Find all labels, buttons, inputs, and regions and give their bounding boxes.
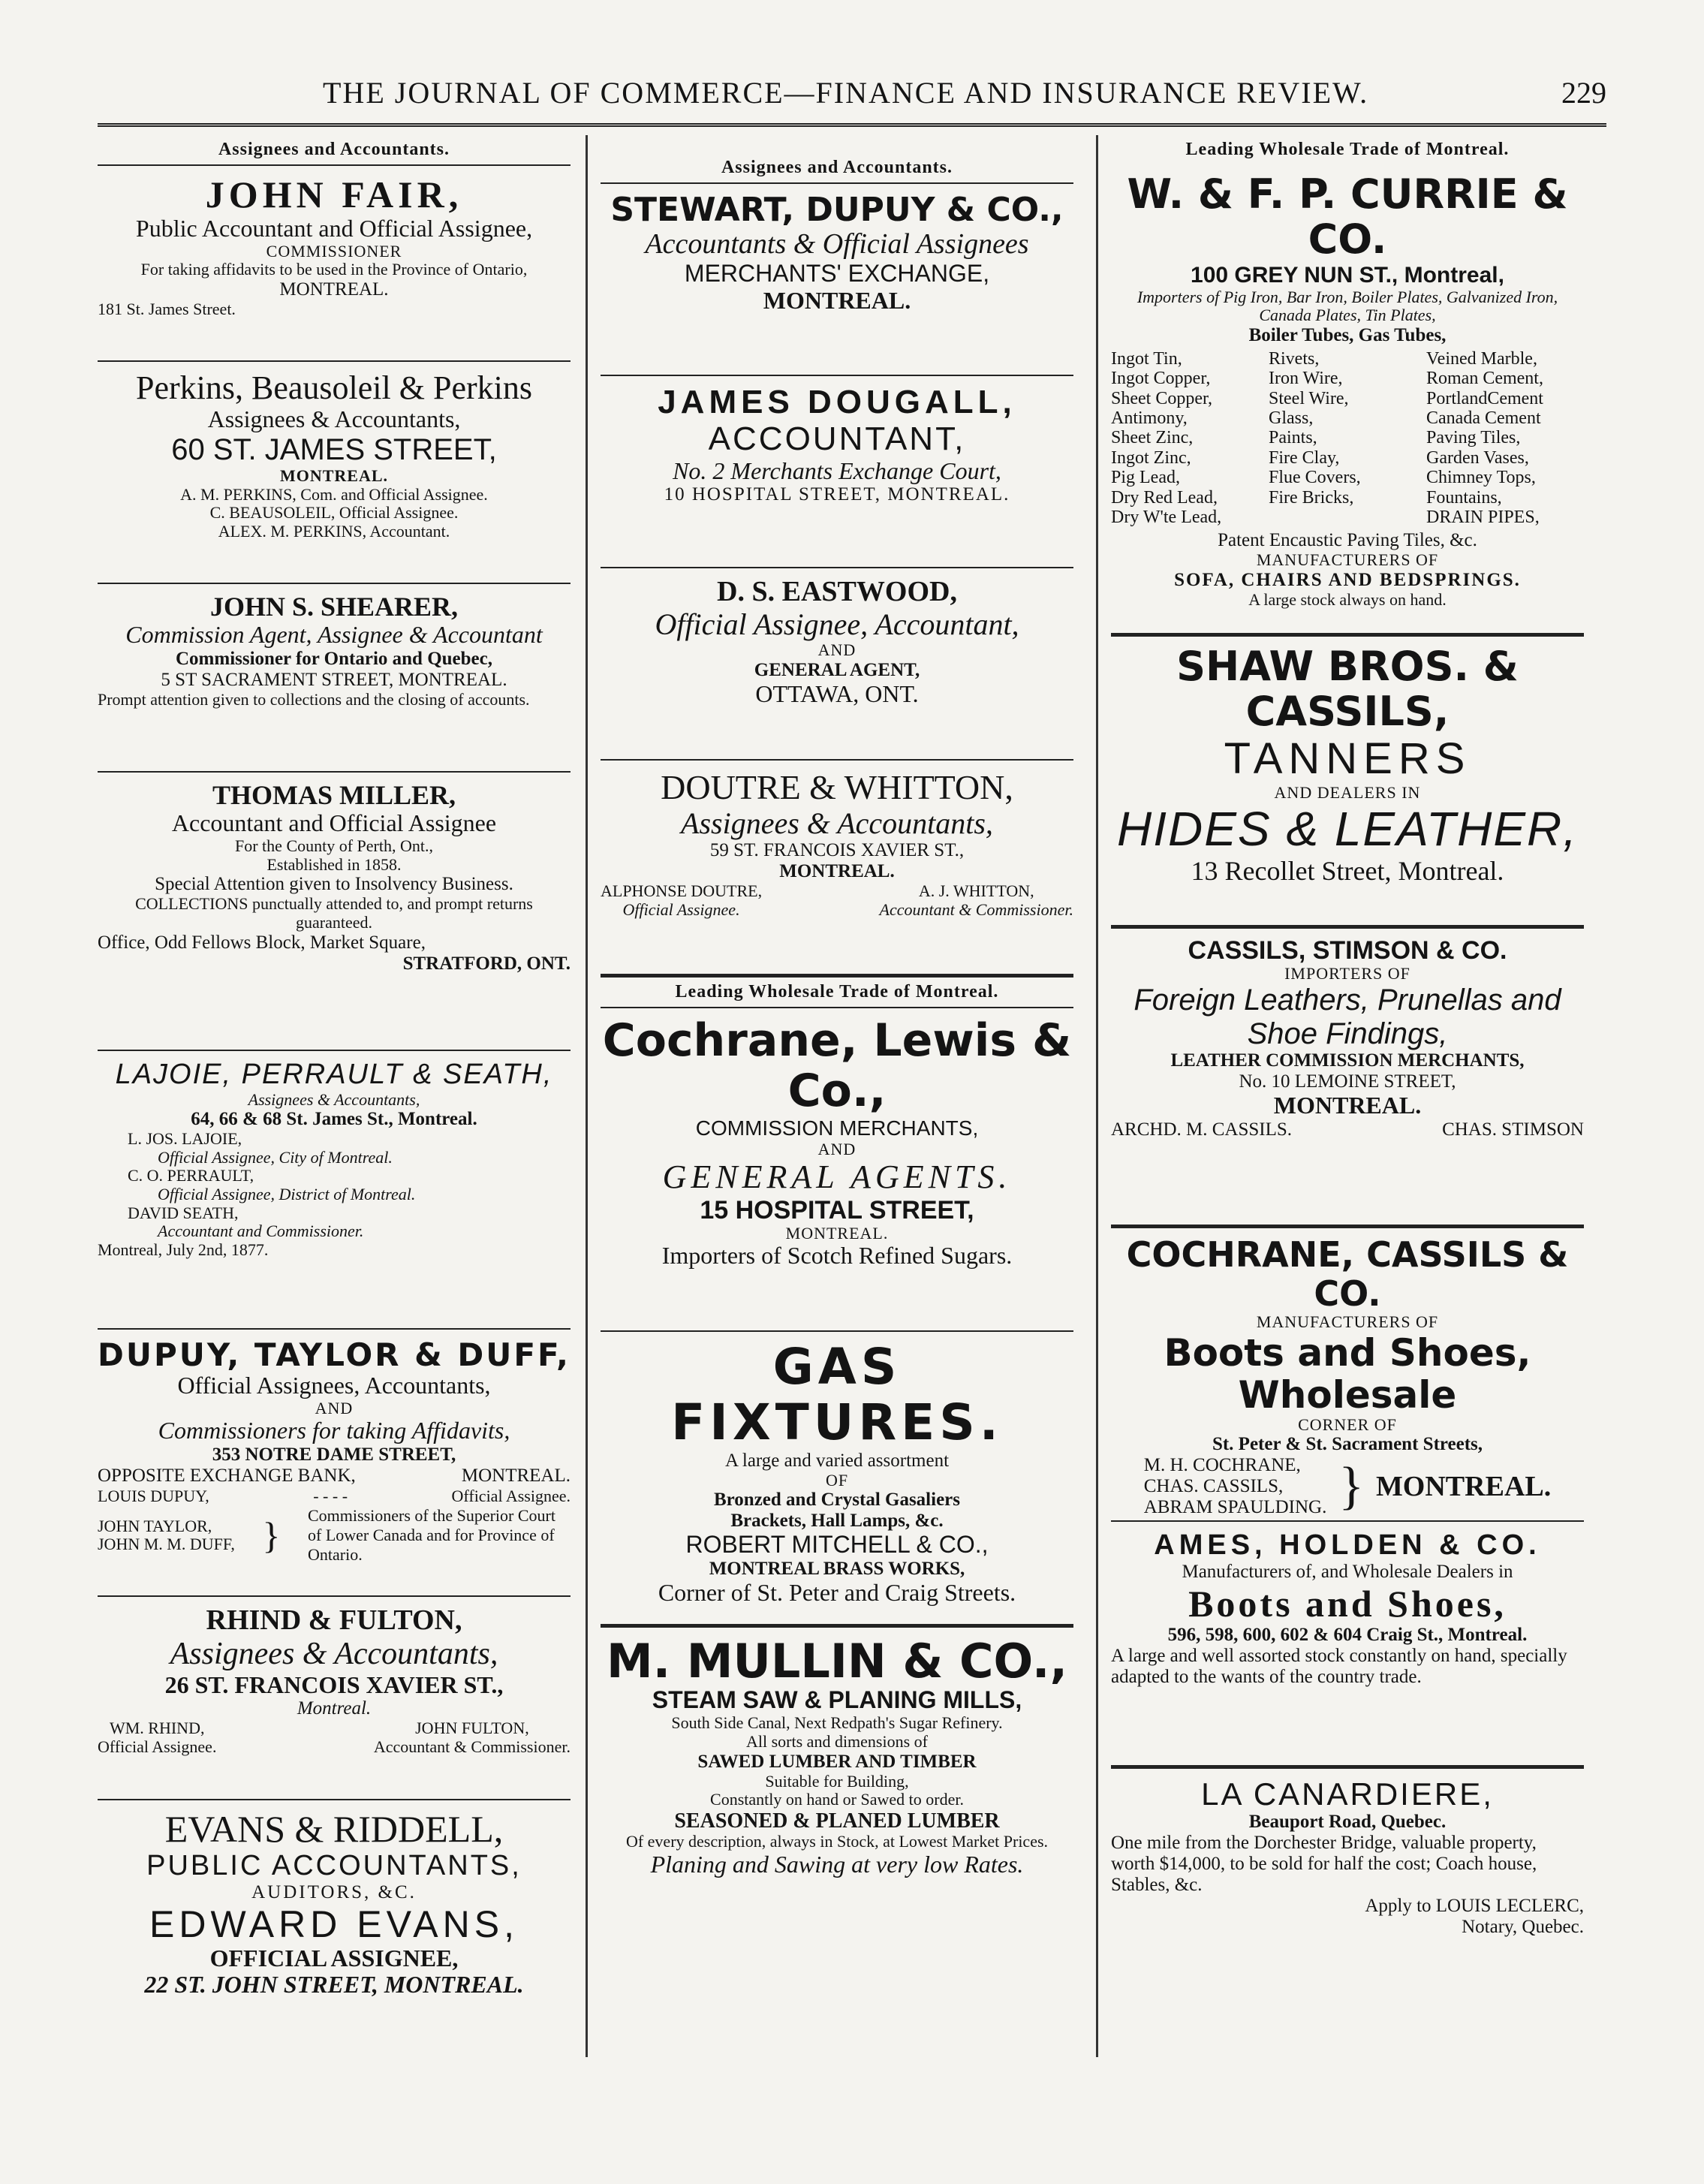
ad-note: Prompt attention given to collections and the closing of accounts. xyxy=(98,690,530,709)
ad-city: MONTREAL. xyxy=(779,861,895,882)
ad-partner: JOHN TAYLOR, xyxy=(98,1516,212,1535)
ad-name: EVANS & RIDDELL, xyxy=(164,1808,504,1850)
ad-evans xyxy=(98,1800,571,2009)
goods-item: Fountains, xyxy=(1426,487,1502,508)
goods-item: Ingot Copper, xyxy=(1111,369,1211,389)
ad-name: Cochrane, Lewis & Co., xyxy=(602,1014,1072,1118)
ad-name: COCHRANE, CASSILS & CO. xyxy=(1126,1234,1569,1314)
ad-eastwood xyxy=(601,568,1073,761)
goods-item: Veined Marble, xyxy=(1426,348,1537,369)
ad-partner: A. J. WHITTON, xyxy=(918,881,1034,901)
ad-name: THOMAS MILLER, xyxy=(212,780,456,810)
ad-address: 59 ST. FRANCOIS XAVIER ST., xyxy=(709,840,965,861)
section-heading: Assignees and Accountants. xyxy=(98,135,571,166)
ad-address: 26 ST. FRANCOIS XAVIER ST., xyxy=(164,1670,504,1698)
ad-line: Suitable for Building, xyxy=(765,1771,909,1791)
ad-address: 353 NOTRE DAME STREET, xyxy=(212,1444,456,1466)
column-rule xyxy=(586,135,588,2057)
ad-goods: HIDES & LEATHER, xyxy=(1116,801,1579,856)
ad-partner-role: Accountant & Commissioner. xyxy=(373,1737,571,1757)
ad-rhind xyxy=(98,1597,571,1800)
ad-city: Montreal. xyxy=(297,1698,372,1719)
goods-list xyxy=(1111,346,1584,531)
ad-name: JOHN FAIR, xyxy=(205,173,463,215)
ad-currie xyxy=(1111,164,1584,637)
ad-partner: WM. RHIND, xyxy=(109,1719,205,1738)
ad-address: 22 ST. JOHN STREET, MONTREAL. xyxy=(144,1971,524,1999)
ad-partner-role: Official Assignee. xyxy=(451,1487,571,1506)
ad-dougall xyxy=(601,376,1073,568)
ad-note: For taking affidavits to be used in the Province of Ontario, xyxy=(140,260,528,279)
ad-title: Assignees & Accountants, xyxy=(248,1089,420,1109)
ad-name: LAJOIE, PERRAULT & SEATH, xyxy=(115,1059,553,1090)
ad-line: Brackets, Hall Lamps, &c. xyxy=(730,1511,944,1532)
ad-name: AMES, HOLDEN & CO. xyxy=(1154,1529,1541,1561)
ad-title: Official Assignee, Accountant, xyxy=(655,607,1019,641)
ad-goods: Boots and Shoes, Wholesale xyxy=(1164,1330,1531,1417)
goods-item: PortlandCement xyxy=(1426,388,1543,408)
column-1 xyxy=(98,135,571,2057)
section-heading: Leading Wholesale Trade of Montreal. xyxy=(1185,140,1510,159)
ad-address: Beauport Road, Quebec. xyxy=(1248,1812,1447,1833)
ad-auditors: AUDITORS, &C. xyxy=(251,1881,417,1902)
ad-notary: Notary, Quebec. xyxy=(1462,1917,1584,1938)
ad-partner: ABRAM SPAULDING. xyxy=(1143,1497,1327,1518)
goods-item: Paving Tiles, xyxy=(1426,428,1521,448)
ad-title: COMMISSION MERCHANTS, xyxy=(695,1116,979,1140)
ad-note: A large and well assorted stock constantly on hand, specially adapted to the wants of the country trade. xyxy=(1111,1645,1567,1687)
ad-gas-fixtures xyxy=(601,1332,1073,1628)
ad-dashes: - - - - xyxy=(313,1487,348,1506)
ad-name: D. S. EASTWOOD, xyxy=(717,576,957,607)
ad-stewart xyxy=(601,184,1073,376)
goods-item: Dry W'te Lead, xyxy=(1111,507,1222,527)
ad-cassils-stimson xyxy=(1111,929,1584,1228)
ad-tubes: Boiler Tubes, Gas Tubes, xyxy=(1248,324,1447,345)
ad-partner: L. JOS. LAJOIE, xyxy=(128,1129,242,1149)
ad-line: Constantly on hand or Sawed to order. xyxy=(710,1790,964,1809)
ad-partner-role: Official Assignee, City of Montreal. xyxy=(158,1147,393,1167)
ad-commission: Commissioners for taking Affidavits, xyxy=(158,1417,510,1444)
ad-line: SEASONED & PLANED LUMBER xyxy=(674,1809,1000,1833)
ad-and: AND xyxy=(315,1398,354,1417)
goods-item: Iron Wire, xyxy=(1269,369,1343,389)
ad-city: MONTREAL. xyxy=(1375,1471,1552,1503)
ad-location: South Side Canal, Next Redpath's Sugar Refinery. xyxy=(671,1713,1003,1733)
ad-partner: ARCHD. M. CASSILS. xyxy=(1111,1119,1293,1140)
ad-importers: IMPORTERS OF xyxy=(1284,964,1410,984)
ad-cochrane-lewis xyxy=(601,1008,1073,1332)
brace-icon: } xyxy=(262,1514,281,1557)
ad-address: No. 2 Merchants Exchange Court, xyxy=(673,456,1001,484)
ad-line: A large and varied assortment xyxy=(724,1450,950,1471)
ad-title: Accountant and Official Assignee xyxy=(171,809,497,837)
ad-john-fair xyxy=(98,166,571,362)
goods-item: Paints, xyxy=(1269,428,1317,448)
ad-name: LA CANARDIERE, xyxy=(1201,1776,1494,1812)
ad-mfr: MANUFACTURERS OF xyxy=(1256,550,1439,570)
ad-stock: A large stock always on hand. xyxy=(1248,589,1447,609)
section-heading: Leading Wholesale Trade of Montreal. xyxy=(601,978,1073,1008)
goods-item: Glass, xyxy=(1269,408,1314,428)
goods-item: Dry Red Lead, xyxy=(1111,487,1218,508)
ad-city: MONTREAL. xyxy=(279,279,389,300)
ad-ames xyxy=(1111,1522,1584,1769)
ad-role: COMMISSIONER xyxy=(266,241,402,261)
ad-partner: ALEX. M. PERKINS, Accountant. xyxy=(218,521,450,541)
ad-address: 100 GREY NUN ST., Montreal, xyxy=(1191,262,1504,288)
ad-agents: GENERAL AGENTS. xyxy=(662,1158,1012,1196)
ad-address: No. 10 LEMOINE STREET, xyxy=(1239,1071,1456,1092)
ad-and: AND xyxy=(817,1139,857,1158)
ad-person: EDWARD EVANS, xyxy=(149,1902,519,1945)
ad-title: Accountants & Official Assignees xyxy=(645,228,1029,261)
ad-importers: Importers of Pig Iron, Bar Iron, Boiler Plates, Galvanized Iron, Canada Plates, Tin Plates, xyxy=(1137,287,1558,325)
ad-name: STEWART, DUPUY & CO., xyxy=(610,191,1064,229)
ad-and: AND DEALERS IN xyxy=(1274,782,1421,802)
ad-partner: CHAS. CASSILS, xyxy=(1143,1476,1284,1497)
ad-address: 5 ST SACRAMENT STREET, MONTREAL. xyxy=(161,670,507,691)
ad-streets: St. Peter & St. Sacrament Streets, xyxy=(1212,1434,1483,1455)
ad-city: MONTREAL. xyxy=(279,465,389,485)
ad-title: ACCOUNTANT, xyxy=(708,420,966,458)
ad-title: Assignees & Accountants, xyxy=(681,806,993,840)
goods-item: Sheet Copper, xyxy=(1111,388,1213,408)
page-header xyxy=(98,75,1606,120)
ad-partner: LOUIS DUPUY, xyxy=(98,1487,209,1506)
ad-partner-role: Commissioners of the Superior Court of Lower Canada and for Province of Ontario. xyxy=(308,1506,555,1565)
ad-perkins xyxy=(98,362,571,584)
column-2 xyxy=(601,135,1073,2057)
ad-address: 13 Recollet Street, Montreal. xyxy=(1191,856,1504,887)
running-title: THE JOURNAL OF COMMERCE—FINANCE AND INSURANCE REVIEW. xyxy=(323,76,1369,110)
ad-address: 596, 598, 600, 602 & 604 Craig St., Montreal. xyxy=(1167,1624,1528,1645)
ad-title: Manufacturers of, and Wholesale Dealers in xyxy=(1182,1561,1513,1582)
ad-commission: Commissioner for Ontario and Quebec, xyxy=(176,649,492,670)
ad-name: CASSILS, STIMSON & CO. xyxy=(1188,936,1507,965)
ad-partner: JOHN M. M. DUFF, xyxy=(98,1535,235,1554)
ad-partner-role: Accountant & Commissioner. xyxy=(879,899,1073,919)
ad-address: 64, 66 & 68 St. James St., Montreal. xyxy=(191,1109,477,1130)
ad-city: OTTAWA, ONT. xyxy=(755,679,919,707)
ad-city: MONTREAL. xyxy=(461,1466,571,1487)
ad-title: Commission Agent, Assignee & Accountant xyxy=(125,621,543,649)
ad-doutre xyxy=(601,761,1073,978)
ad-title: Assignees & Accountants, xyxy=(207,405,461,433)
ad-address: MERCHANTS' EXCHANGE, xyxy=(684,259,990,287)
goods-item xyxy=(1269,508,1426,527)
ad-name: SHAW BROS. & CASSILS, xyxy=(1176,643,1519,736)
goods-item: Rivets, xyxy=(1269,348,1320,369)
column-3 xyxy=(1111,135,1584,2057)
ad-corner: CORNER OF xyxy=(1298,1414,1397,1434)
ad-products: SOFA, CHAIRS AND BEDSPRINGS. xyxy=(1174,569,1521,590)
ad-collections: COLLECTIONS punctually attended to, and prompt returns guaranteed. xyxy=(135,894,533,932)
ad-address: 10 HOSPITAL STREET, MONTREAL. xyxy=(664,484,1010,505)
goods-item: Flue Covers, xyxy=(1269,468,1361,488)
page-number: 229 xyxy=(1561,76,1606,110)
ad-partner-role: Accountant and Commissioner. xyxy=(158,1222,364,1241)
ad-address: 181 St. James Street. xyxy=(98,300,236,319)
ad-works: MONTREAL BRASS WORKS, xyxy=(709,1559,965,1580)
ad-title: Official Assignees, Accountants, xyxy=(177,1372,491,1399)
ad-partner: C. BEAUSOLEIL, Official Assignee. xyxy=(209,503,459,523)
ad-name: DUPUY, TAYLOR & DUFF, xyxy=(98,1336,571,1373)
ad-title: Public Accountant and Official Assignee, xyxy=(135,215,533,242)
ad-lajoie xyxy=(98,1051,571,1330)
ad-title: STEAM SAW & PLANING MILLS, xyxy=(652,1686,1022,1714)
goods-item: Sheet Zinc, xyxy=(1111,428,1194,448)
ad-partner-role: Official Assignee, District of Montreal. xyxy=(158,1185,416,1204)
ad-county: For the County of Perth, Ont., xyxy=(235,836,433,856)
ad-role: LEATHER COMMISSION MERCHANTS, xyxy=(1170,1050,1525,1071)
ad-name: W. & F. P. CURRIE & CO. xyxy=(1127,170,1568,264)
ad-and: AND xyxy=(817,640,857,660)
ad-partner: A. M. PERKINS, Com. and Official Assignee. xyxy=(180,484,488,504)
ad-name: RHIND & FULTON, xyxy=(206,1604,462,1636)
ad-name: Perkins, Beausoleil & Perkins xyxy=(136,369,532,406)
goods-item: Fire Bricks, xyxy=(1269,487,1354,508)
ad-partner: JOHN FULTON, xyxy=(415,1719,529,1738)
goods-item: Ingot Tin, xyxy=(1111,348,1182,369)
ad-name: GAS FIXTURES. xyxy=(671,1338,1003,1451)
brace-icon: } xyxy=(1338,1457,1364,1516)
header-rule xyxy=(98,123,1606,127)
ad-name: M. MULLIN & CO., xyxy=(606,1634,1068,1688)
ad-partner: DAVID SEATH, xyxy=(128,1203,239,1222)
ad-line: OF xyxy=(825,1470,849,1490)
ad-city: MONTREAL. xyxy=(785,1223,889,1243)
ad-name: DOUTRE & WHITTON, xyxy=(661,768,1013,806)
ad-canardiere xyxy=(1111,1769,1584,1948)
ad-line: Of every description, always in Stock, at Lowest Market Prices. xyxy=(625,1832,1049,1851)
ad-note: Importers of Scotch Refined Sugars. xyxy=(661,1242,1013,1270)
ad-line: SAWED LUMBER AND TIMBER xyxy=(697,1751,977,1772)
ad-established: Established in 1858. xyxy=(266,854,402,874)
section-heading: Assignees and Accountants. xyxy=(601,135,1073,184)
ad-city: MONTREAL. xyxy=(763,286,911,314)
goods-item: Chimney Tops, xyxy=(1426,468,1536,488)
goods-item: Garden Vases, xyxy=(1426,447,1529,468)
goods-item: DRAIN PIPES, xyxy=(1426,507,1540,527)
ad-partner: CHAS. STIMSON xyxy=(1442,1119,1584,1140)
column-rule xyxy=(1096,135,1098,2057)
ad-apply: Apply to LOUIS LECLERC, xyxy=(1365,1896,1584,1917)
ad-address: Corner of St. Peter and Craig Streets. xyxy=(658,1579,1016,1607)
ad-partner: M. H. COCHRANE, xyxy=(1143,1455,1301,1476)
ad-name: JOHN S. SHEARER, xyxy=(209,592,459,622)
ad-city: MONTREAL. xyxy=(1273,1092,1422,1119)
ad-line: Planing and Sawing at very low Rates. xyxy=(650,1850,1024,1878)
goods-item: Pig Lead, xyxy=(1111,468,1180,488)
ad-partner-role: Official Assignee. xyxy=(622,899,740,919)
ad-line: Bronzed and Crystal Gasaliers xyxy=(713,1490,960,1511)
ad-goods: Boots and Shoes, xyxy=(1188,1582,1507,1625)
ad-address: 15 HOSPITAL STREET, xyxy=(700,1195,974,1225)
ad-goods: Foreign Leathers, Prunellas and Shoe Findings, xyxy=(1133,983,1561,1050)
ad-name: JAMES DOUGALL, xyxy=(658,384,1016,420)
ad-company: ROBERT MITCHELL & CO., xyxy=(685,1531,989,1559)
ad-role: OFFICIAL ASSIGNEE, xyxy=(209,1944,459,1972)
ad-partner-role: Official Assignee. xyxy=(98,1737,217,1757)
ad-partner: ALPHONSE DOUTRE, xyxy=(601,881,763,901)
ad-mullin xyxy=(601,1628,1073,1889)
ad-note: One mile from the Dorchester Bridge, valuable property, worth $14,000, to be sold for half the cost; Coach house, Stables, &c. xyxy=(1111,1833,1537,1896)
ad-title: TANNERS xyxy=(1224,734,1471,783)
goods-item: Steel Wire, xyxy=(1269,388,1349,408)
ad-opposite: OPPOSITE EXCHANGE BANK, xyxy=(98,1466,356,1487)
ad-line: All sorts and dimensions of xyxy=(746,1731,928,1751)
ad-partner: C. O. PERRAULT, xyxy=(128,1166,254,1185)
goods-item: Canada Cement xyxy=(1426,408,1541,428)
ad-title: PUBLIC ACCOUNTANTS, xyxy=(146,1850,522,1881)
goods-item: Fire Clay, xyxy=(1269,447,1340,468)
ad-mfr: MANUFACTURERS OF xyxy=(1256,1312,1439,1332)
ad-shearer xyxy=(98,584,571,773)
ad-agent: GENERAL AGENT, xyxy=(754,659,920,680)
ad-special: Special Attention given to Insolvency Business. xyxy=(155,874,513,895)
ad-miller xyxy=(98,773,571,1051)
ad-dupuy xyxy=(98,1330,571,1597)
goods-item: Antimony, xyxy=(1111,408,1188,428)
ad-office: Office, Odd Fellows Block, Market Square, xyxy=(98,932,426,953)
ad-tiles: Patent Encaustic Paving Tiles, &c. xyxy=(1218,530,1477,551)
ad-address: 60 ST. JAMES STREET, xyxy=(171,433,497,467)
ad-title: Assignees & Accountants, xyxy=(170,1636,498,1671)
ad-city: STRATFORD, ONT. xyxy=(402,953,571,974)
goods-item: Roman Cement, xyxy=(1426,369,1543,389)
ad-shaw xyxy=(1111,637,1584,929)
ad-date: Montreal, July 2nd, 1877. xyxy=(98,1240,269,1259)
ad-cochrane-cassils xyxy=(1111,1228,1584,1522)
goods-item: Ingot Zinc, xyxy=(1111,447,1191,468)
